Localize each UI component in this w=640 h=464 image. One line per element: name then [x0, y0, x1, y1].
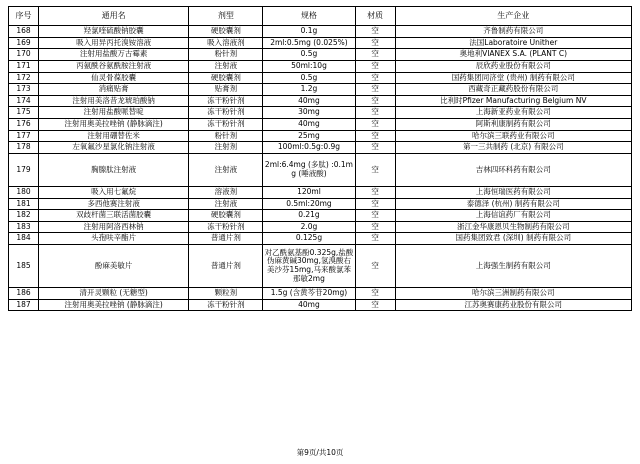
cell-specification: 30mg	[263, 107, 355, 119]
cell-dosage-form: 冻干粉针剂	[189, 107, 263, 119]
table-row	[9, 60, 632, 72]
cell-specification: 40mg	[263, 299, 355, 311]
cell-manufacturer: 上海新亚药业有限公司	[395, 107, 631, 119]
cell-specification: 2ml:6.4mg (多肽) :0.1mg (唾液酸)	[263, 153, 355, 186]
cell-specification: 0.5g	[263, 72, 355, 84]
cell-dosage-form: 粉针剂	[189, 130, 263, 142]
cell-generic-name: 胸腺肽注射液	[39, 153, 189, 186]
table-row	[9, 49, 632, 61]
cell-seq: 170	[9, 49, 39, 61]
cell-specification: 对乙酰氨基酚0.325g,盐酸伪麻黄碱30mg,氢溴酸右美沙芬15mg,马来酸氯苯那敏2mg	[263, 245, 355, 288]
cell-seq: 181	[9, 198, 39, 210]
cell-dosage-form: 冻干粉针剂	[189, 221, 263, 233]
cell-material: 空	[355, 221, 395, 233]
column-header-form: 剂型	[189, 7, 263, 26]
cell-specification: 40mg	[263, 119, 355, 131]
cell-manufacturer: 哈尔滨三联药业有限公司	[395, 130, 631, 142]
cell-generic-name: 丙氨酰谷氨酰胺注射液	[39, 60, 189, 72]
table-row	[9, 130, 632, 142]
cell-specification: 100ml:0.5g:0.9g	[263, 142, 355, 154]
column-header-seq: 序号	[9, 7, 39, 26]
cell-dosage-form: 硬胶囊剂	[189, 210, 263, 222]
table-row	[9, 119, 632, 131]
cell-specification: 120ml	[263, 186, 355, 198]
cell-material: 空	[355, 130, 395, 142]
cell-specification: 50ml:10g	[263, 60, 355, 72]
cell-generic-name: 消痛贴膏	[39, 84, 189, 96]
cell-material: 空	[355, 49, 395, 61]
cell-dosage-form: 注射液	[189, 153, 263, 186]
cell-generic-name: 注射用奥美拉唑钠 (静脉滴注)	[39, 299, 189, 311]
cell-seq: 182	[9, 210, 39, 222]
table-row	[9, 95, 632, 107]
cell-dosage-form: 注射剂	[189, 142, 263, 154]
cell-material: 空	[355, 233, 395, 245]
cell-generic-name: 头孢呋辛酯片	[39, 233, 189, 245]
table-header	[9, 7, 632, 26]
table-row	[9, 72, 632, 84]
cell-dosage-form: 注射液	[189, 198, 263, 210]
cell-manufacturer: 上海强生制药有限公司	[395, 245, 631, 288]
table-row	[9, 186, 632, 198]
cell-manufacturer: 江苏奥赛康药业股份有限公司	[395, 299, 631, 311]
cell-material: 空	[355, 153, 395, 186]
cell-material: 空	[355, 210, 395, 222]
cell-manufacturer: 奥地利VIANEX S.A. (PLANT C)	[395, 49, 631, 61]
cell-manufacturer: 法国Laboratoire Unither	[395, 37, 631, 49]
cell-seq: 175	[9, 107, 39, 119]
cell-manufacturer: 国药集团同济堂 (贵州) 制药有限公司	[395, 72, 631, 84]
cell-manufacturer: 上海恒瑞医药有限公司	[395, 186, 631, 198]
cell-manufacturer: 阿斯利康制药有限公司	[395, 119, 631, 131]
cell-seq: 185	[9, 245, 39, 288]
cell-dosage-form: 颗粒剂	[189, 288, 263, 300]
cell-generic-name: 注射用盐酸万古霉素	[39, 49, 189, 61]
cell-generic-name: 左氧氟沙星氯化钠注射液	[39, 142, 189, 154]
cell-specification: 2.0g	[263, 221, 355, 233]
cell-seq: 169	[9, 37, 39, 49]
cell-material: 空	[355, 288, 395, 300]
cell-seq: 179	[9, 153, 39, 186]
table-row	[9, 210, 632, 222]
cell-generic-name: 吸入用七氟烷	[39, 186, 189, 198]
cell-material: 空	[355, 72, 395, 84]
cell-material: 空	[355, 186, 395, 198]
cell-manufacturer: 哈尔滨三洲制药有限公司	[395, 288, 631, 300]
column-header-name: 通用名	[39, 7, 189, 26]
cell-material: 空	[355, 198, 395, 210]
cell-generic-name: 双歧杆菌三联活菌胶囊	[39, 210, 189, 222]
cell-dosage-form: 冻干粉针剂	[189, 119, 263, 131]
cell-material: 空	[355, 119, 395, 131]
cell-seq: 174	[9, 95, 39, 107]
cell-seq: 183	[9, 221, 39, 233]
cell-material: 空	[355, 37, 395, 49]
cell-manufacturer: 国药集团致君 (深圳) 制药有限公司	[395, 233, 631, 245]
table-row	[9, 84, 632, 96]
drug-catalog-table	[8, 6, 632, 311]
cell-manufacturer: 辰欣药业股份有限公司	[395, 60, 631, 72]
cell-generic-name: 注射用美洛昔龙琥珀酸钠	[39, 95, 189, 107]
column-header-maker: 生产企业	[395, 7, 631, 26]
cell-generic-name: 仙灵骨葆胶囊	[39, 72, 189, 84]
cell-manufacturer: 齐鲁制药有限公司	[395, 26, 631, 38]
table-row	[9, 299, 632, 311]
cell-seq: 184	[9, 233, 39, 245]
cell-generic-name: 吸入用异丙托溴铵溶液	[39, 37, 189, 49]
cell-specification: 1.2g	[263, 84, 355, 96]
cell-seq: 171	[9, 60, 39, 72]
cell-dosage-form: 冻干粉针剂	[189, 95, 263, 107]
cell-manufacturer: 第一三共制药 (北京) 有限公司	[395, 142, 631, 154]
cell-dosage-form: 粉针剂	[189, 49, 263, 61]
table-row	[9, 153, 632, 186]
cell-generic-name: 多西他赛注射液	[39, 198, 189, 210]
cell-seq: 172	[9, 72, 39, 84]
cell-specification: 25mg	[263, 130, 355, 142]
cell-dosage-form: 贴膏剂	[189, 84, 263, 96]
cell-manufacturer: 泰德泽 (杭州) 制药有限公司	[395, 198, 631, 210]
cell-material: 空	[355, 299, 395, 311]
page-footer: 第9页/共10页	[296, 448, 344, 457]
cell-dosage-form: 普通片剂	[189, 245, 263, 288]
column-header-material: 材质	[355, 7, 395, 26]
table-row	[9, 221, 632, 233]
table-row	[9, 107, 632, 119]
cell-dosage-form: 注射液	[189, 60, 263, 72]
cell-material: 空	[355, 142, 395, 154]
cell-specification: 0.5ml:20mg	[263, 198, 355, 210]
cell-seq: 173	[9, 84, 39, 96]
cell-material: 空	[355, 107, 395, 119]
column-header-spec: 规格	[263, 7, 355, 26]
cell-generic-name: 酚麻美敏片	[39, 245, 189, 288]
cell-dosage-form: 冻干粉针剂	[189, 299, 263, 311]
cell-seq: 168	[9, 26, 39, 38]
cell-generic-name: 注射用硼替佐米	[39, 130, 189, 142]
cell-specification: 0.5g	[263, 49, 355, 61]
cell-seq: 178	[9, 142, 39, 154]
cell-seq: 176	[9, 119, 39, 131]
cell-dosage-form: 硬胶囊剂	[189, 26, 263, 38]
table-row	[9, 288, 632, 300]
cell-generic-name: 注射用盐酸哌替啶	[39, 107, 189, 119]
table-row	[9, 37, 632, 49]
cell-seq: 177	[9, 130, 39, 142]
cell-manufacturer: 上海信谊药厂有限公司	[395, 210, 631, 222]
cell-manufacturer: 西藏奇正藏药股份有限公司	[395, 84, 631, 96]
cell-generic-name: 注射用阿洛西林钠	[39, 221, 189, 233]
cell-manufacturer: 比利时Pfizer Manufacturing Belgium NV	[395, 95, 631, 107]
cell-generic-name: 注射用奥美拉唑钠 (静脉滴注)	[39, 119, 189, 131]
cell-generic-name: 清开灵颗粒 (无糖型)	[39, 288, 189, 300]
cell-dosage-form: 溶液剂	[189, 186, 263, 198]
table-row	[9, 245, 632, 288]
table-header-row	[9, 7, 632, 26]
cell-dosage-form: 普通片剂	[189, 233, 263, 245]
cell-dosage-form: 硬胶囊剂	[189, 72, 263, 84]
table-row	[9, 142, 632, 154]
table-body	[9, 26, 632, 311]
cell-material: 空	[355, 95, 395, 107]
cell-manufacturer: 浙江金华康恩贝生物制药有限公司	[395, 221, 631, 233]
cell-manufacturer: 吉林四环科药有限公司	[395, 153, 631, 186]
cell-material: 空	[355, 26, 395, 38]
cell-specification: 2ml:0.5mg (0.025%)	[263, 37, 355, 49]
table-row	[9, 198, 632, 210]
cell-specification: 0.125g	[263, 233, 355, 245]
table-row	[9, 233, 632, 245]
cell-material: 空	[355, 84, 395, 96]
cell-material: 空	[355, 245, 395, 288]
cell-specification: 40mg	[263, 95, 355, 107]
cell-seq: 187	[9, 299, 39, 311]
cell-seq: 180	[9, 186, 39, 198]
cell-material: 空	[355, 60, 395, 72]
cell-generic-name: 羟氯喹硫酸钠胶囊	[39, 26, 189, 38]
cell-dosage-form: 吸入溶液剂	[189, 37, 263, 49]
table-row	[9, 26, 632, 38]
cell-seq: 186	[9, 288, 39, 300]
cell-specification: 1.5g (含黄芩苷20mg)	[263, 288, 355, 300]
cell-specification: 0.1g	[263, 26, 355, 38]
cell-specification: 0.21g	[263, 210, 355, 222]
